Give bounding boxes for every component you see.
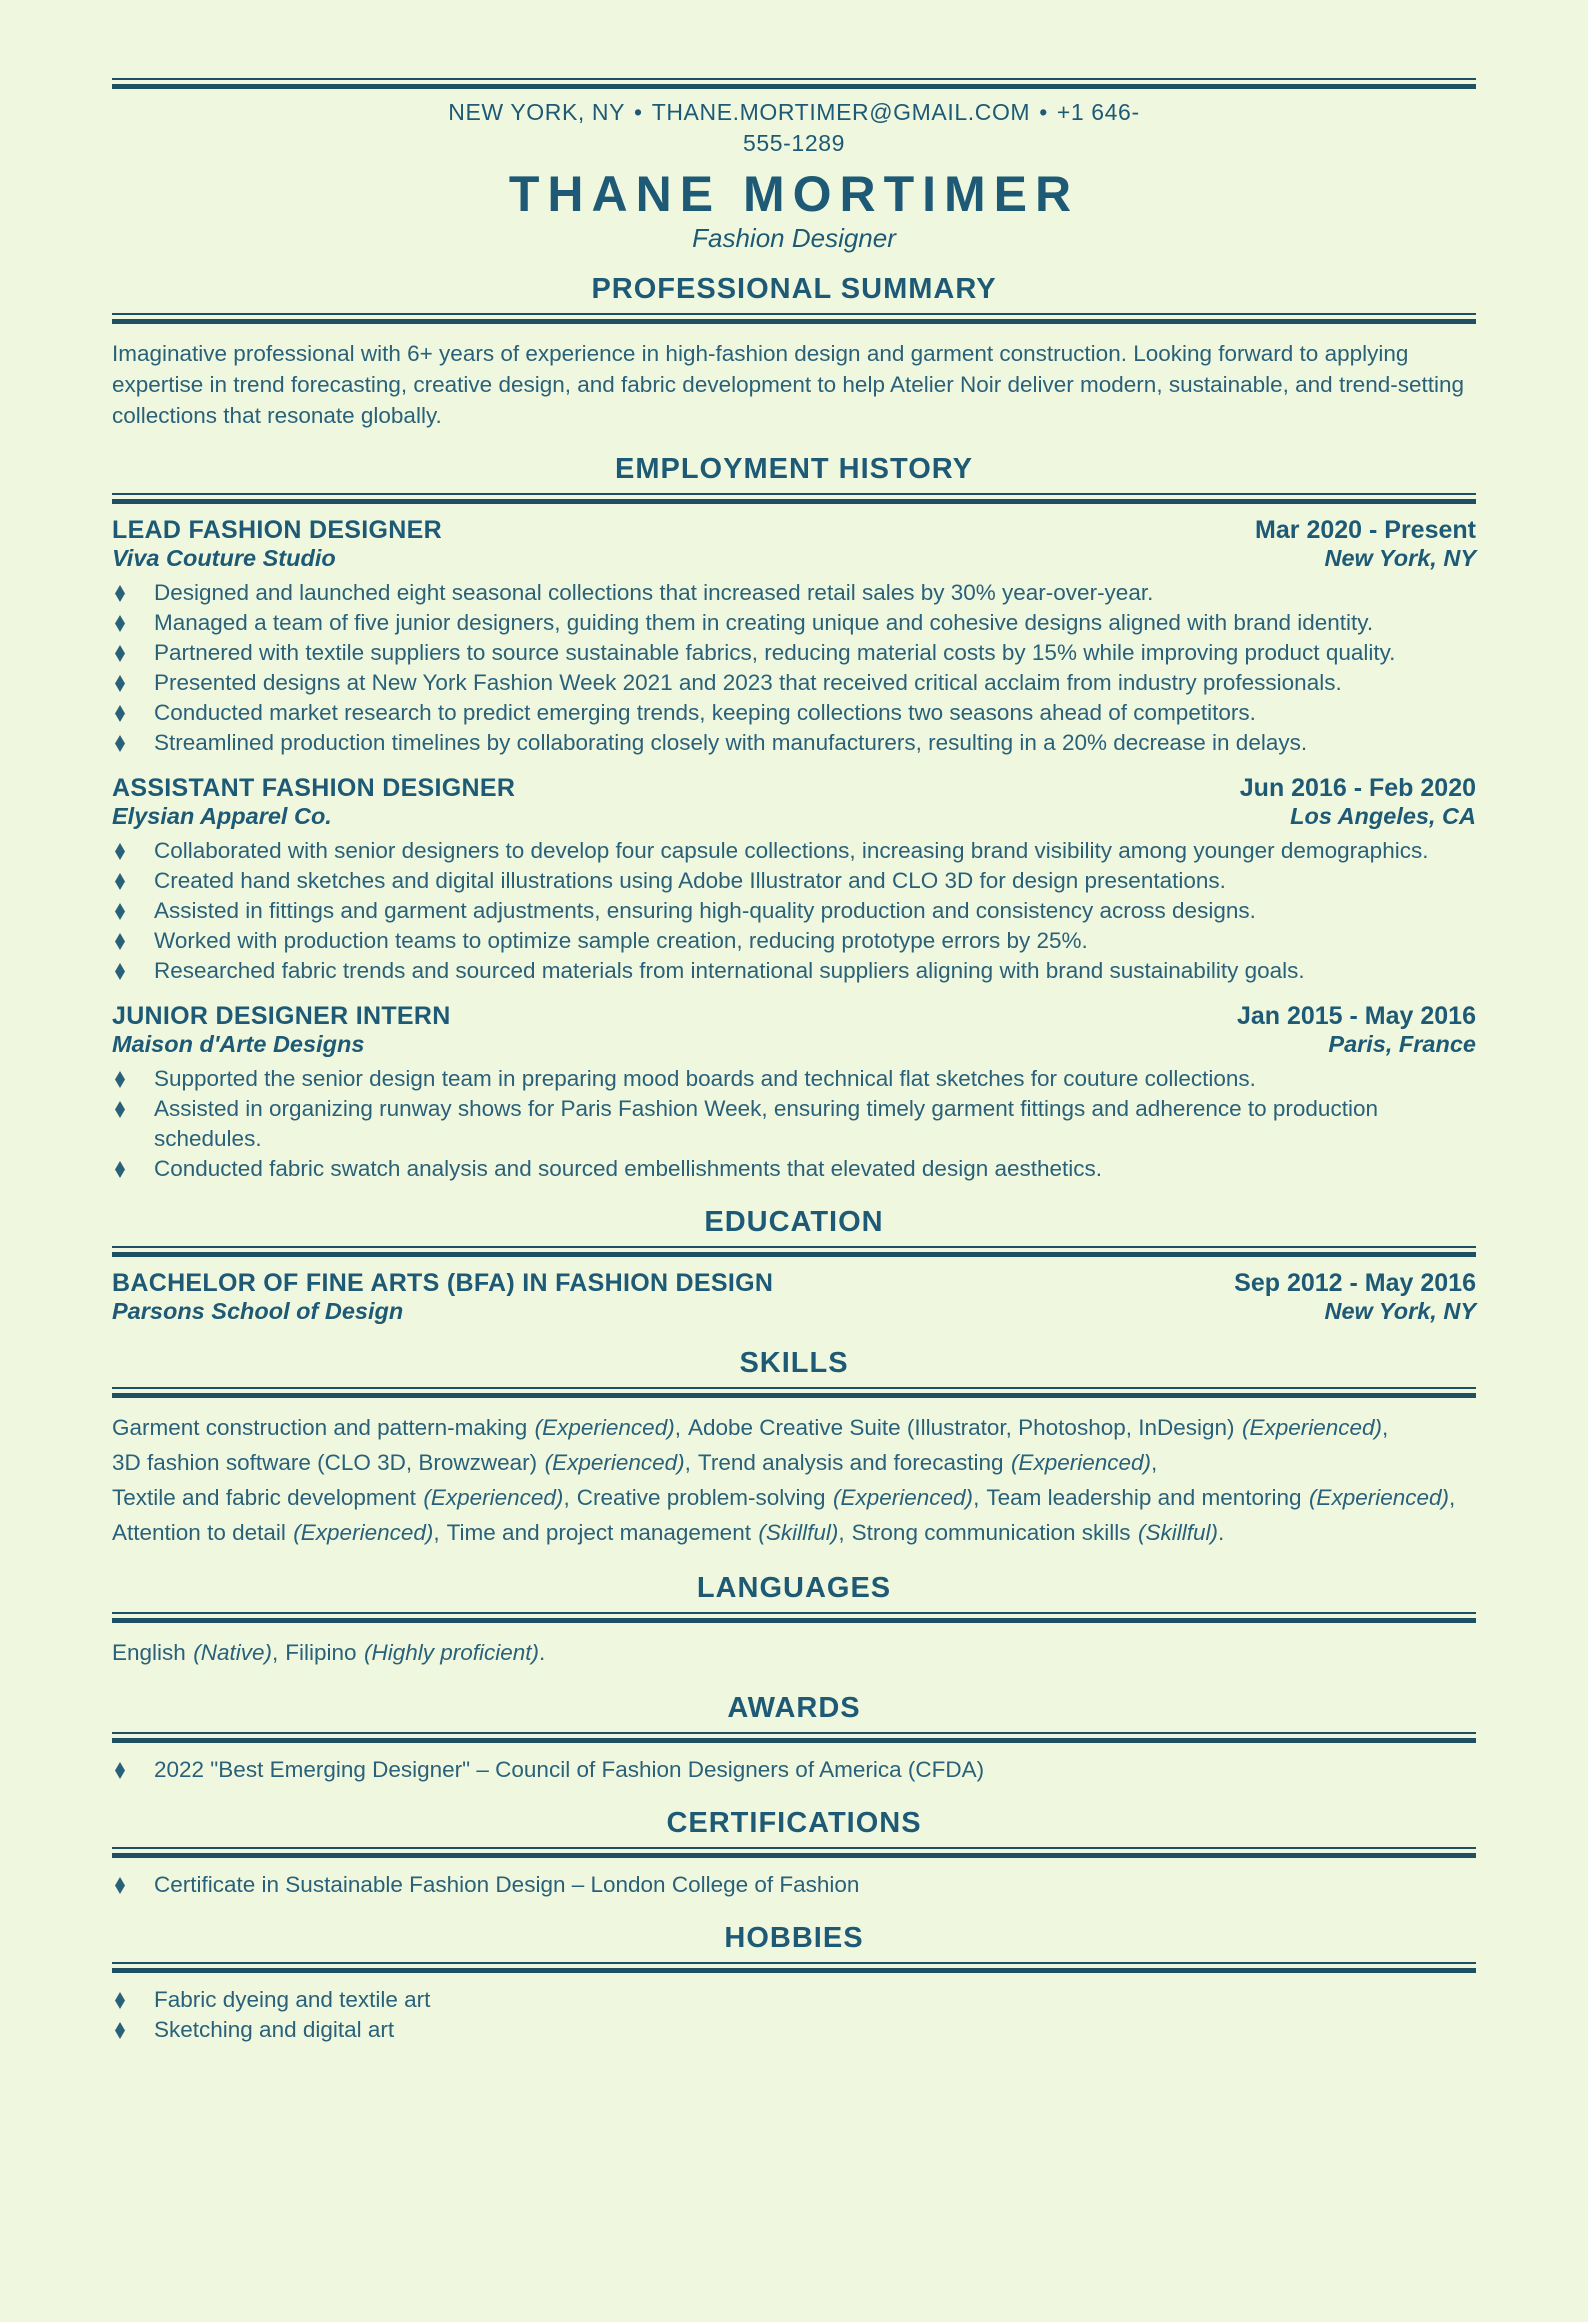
section-divider [112, 1962, 1476, 1973]
diamond-bullet-icon [115, 705, 125, 722]
job-company: Maison d'Arte Designs [112, 1031, 365, 1057]
language-level: (Highly proficient) [363, 1640, 540, 1665]
bullet-text: Conducted market research to predict emerging trends, keeping collections two seasons ahead of competitors. [154, 700, 1256, 725]
skill-item [112, 1445, 691, 1480]
section-certifications [112, 1807, 1476, 1900]
job-title: LEAD FASHION DESIGNER [112, 516, 442, 544]
language-suffix: , [271, 1640, 279, 1665]
bullet-item [112, 836, 1476, 866]
skill-level: (Experienced) [293, 1520, 434, 1545]
job-entry-assistant-fashion-designer [112, 774, 1476, 986]
section-languages [112, 1572, 1476, 1670]
job-entry-junior-designer-intern [112, 1002, 1476, 1184]
section-title-hobbies: HOBBIES [724, 1922, 864, 1954]
section-title-professional-summary: PROFESSIONAL SUMMARY [591, 273, 997, 305]
section-divider [112, 493, 1476, 504]
diamond-bullet-icon [115, 963, 125, 980]
job-company: Elysian Apparel Co. [112, 803, 332, 829]
bullet-item [112, 896, 1476, 926]
language-item [112, 1635, 278, 1670]
skill-item [698, 1445, 1157, 1480]
bullet-text: Created hand sketches and digital illustrations using Adobe Illustrator and CLO 3D for design presentations. [154, 868, 1226, 893]
bullet-item [112, 668, 1476, 698]
skill-suffix: , [1151, 1450, 1158, 1475]
skill-item [986, 1480, 1455, 1515]
bullet-text: Fabric dyeing and textile art [154, 1987, 431, 2012]
job-title-row [112, 1002, 1476, 1030]
bullet-item [112, 956, 1476, 986]
job-location: Los Angeles, CA [1290, 803, 1476, 829]
candidate-role: Fashion Designer [692, 223, 896, 253]
bullet-text: 2022 "Best Emerging Designer" – Council of Fashion Designers of America (CFDA) [154, 1757, 985, 1782]
bullet-text: Sketching and digital art [154, 2017, 395, 2042]
skill-name: Team leadership and mentoring [986, 1485, 1302, 1510]
job-entry-lead-fashion-designer [112, 516, 1476, 758]
skill-name: Strong communication skills [851, 1520, 1131, 1545]
bullet-text: Assisted in organizing runway shows for Paris Fashion Week, ensuring timely garment fittings and adherence to production schedules. [154, 1096, 1378, 1151]
skill-suffix: , [838, 1520, 845, 1545]
bullet-item [112, 866, 1476, 896]
bullet-item [112, 728, 1476, 758]
diamond-bullet-icon [115, 1992, 125, 2009]
skill-name: Adobe Creative Suite (Illustrator, Photoshop, InDesign) [687, 1415, 1235, 1440]
diamond-bullet-icon [115, 1161, 125, 1178]
diamond-bullet-icon [115, 843, 125, 860]
bullet-item [112, 1870, 1476, 1900]
language-name: Filipino [285, 1640, 357, 1665]
skill-level: (Experienced) [832, 1485, 974, 1510]
skill-item [688, 1410, 1388, 1445]
skill-suffix: , [1449, 1485, 1456, 1510]
skill-name: Creative problem-solving [576, 1485, 826, 1510]
section-awards [112, 1692, 1476, 1785]
diamond-bullet-icon [115, 2022, 125, 2039]
diamond-bullet-icon [115, 1101, 125, 1118]
bullet-text: Collaborated with senior designers to develop four capsule collections, increasing brand visibility among younger demographics. [154, 838, 1429, 863]
contact-info [444, 97, 1144, 159]
bullet-text: Supported the senior design team in preparing mood boards and technical flat sketches for couture collections. [154, 1066, 1256, 1091]
bullet-text: Streamlined production timelines by collaborating closely with manufacturers, resulting in a 20% decrease in delays. [154, 730, 1308, 755]
section-title-education: EDUCATION [704, 1206, 884, 1238]
diamond-bullet-icon [115, 933, 125, 950]
skill-item [112, 1515, 440, 1550]
job-dates: Jan 2015 - May 2016 [1236, 1002, 1476, 1030]
section-title-certifications: CERTIFICATIONS [666, 1807, 922, 1839]
language-item [285, 1635, 545, 1670]
skill-name: Garment construction and pattern-making [112, 1415, 528, 1440]
section-employment-history [112, 453, 1476, 1184]
skill-suffix: , [684, 1450, 691, 1475]
skill-name: Textile and fabric development [112, 1485, 416, 1510]
skill-level: (Experienced) [1010, 1450, 1152, 1475]
bullet-item [112, 1755, 1476, 1785]
contact-location: NEW YORK, NY [448, 99, 626, 125]
resume-page [0, 78, 1588, 2322]
skill-name: Time and project management [446, 1520, 751, 1545]
bullet-text: Partnered with textile suppliers to source sustainable fabrics, reducing material costs by 15% while improving product quality. [154, 640, 1396, 665]
diamond-bullet-icon [115, 903, 125, 920]
diamond-bullet-icon [115, 645, 125, 662]
skill-level: (Experienced) [1308, 1485, 1450, 1510]
awards-list [112, 1755, 1476, 1785]
skill-item [852, 1515, 1225, 1550]
job-dates: Jun 2016 - Feb 2020 [1239, 774, 1476, 802]
section-title-languages: LANGUAGES [696, 1572, 892, 1604]
skill-level: (Experienced) [534, 1415, 675, 1440]
hobbies-list [112, 1985, 1476, 2045]
language-name: English [112, 1640, 186, 1665]
section-professional-summary [112, 273, 1476, 431]
bullet-text: Certificate in Sustainable Fashion Design – London College of Fashion [154, 1872, 860, 1897]
section-title-skills: SKILLS [739, 1347, 849, 1379]
job-company-row [112, 544, 1476, 572]
section-divider [112, 1387, 1476, 1398]
bullet-item [112, 608, 1476, 638]
diamond-bullet-icon [115, 1762, 125, 1779]
skill-level: (Skillful) [1137, 1520, 1218, 1545]
section-hobbies [112, 1922, 1476, 2045]
bullet-text: Presented designs at New York Fashion Week 2021 and 2023 that received critical acclaim from industry professionals. [154, 670, 1342, 695]
job-bullet-list [112, 1064, 1476, 1184]
bullet-item [112, 2015, 1476, 2045]
job-title-row [112, 774, 1476, 802]
diamond-bullet-icon [115, 873, 125, 890]
education-dates: Sep 2012 - May 2016 [1234, 1269, 1476, 1297]
skill-level: (Skillful) [758, 1520, 839, 1545]
skill-suffix: , [674, 1415, 681, 1440]
bullet-item [112, 1094, 1476, 1154]
skill-name: Trend analysis and forecasting [697, 1450, 1004, 1475]
languages-list [112, 1635, 1476, 1670]
bullet-item [112, 698, 1476, 728]
section-divider [112, 1847, 1476, 1858]
skill-level: (Experienced) [544, 1450, 685, 1475]
diamond-bullet-icon [115, 615, 125, 632]
bullet-text: Conducted fabric swatch analysis and sourced embellishments that elevated design aesthetics. [154, 1156, 1103, 1181]
job-company-row [112, 1030, 1476, 1058]
section-divider [112, 1732, 1476, 1743]
contact-separator: • [1039, 99, 1048, 125]
section-title-awards: AWARDS [727, 1692, 861, 1724]
skill-item [447, 1515, 845, 1550]
job-bullet-list [112, 578, 1476, 758]
job-bullet-list [112, 836, 1476, 986]
skill-suffix: , [973, 1485, 980, 1510]
education-school-row [112, 1297, 1476, 1325]
diamond-bullet-icon [115, 1877, 125, 1894]
diamond-bullet-icon [115, 585, 125, 602]
job-company: Viva Couture Studio [112, 545, 336, 571]
education-entry [112, 1269, 1476, 1325]
education-school: Parsons School of Design [112, 1298, 404, 1324]
bullet-text: Assisted in fittings and garment adjustments, ensuring high-quality production and consistency across designs. [154, 898, 1256, 923]
contact-phone: +1 646-555-1289 [743, 99, 1140, 156]
job-title: JUNIOR DESIGNER INTERN [112, 1002, 451, 1030]
section-education [112, 1206, 1476, 1325]
job-dates: Mar 2020 - Present [1255, 516, 1476, 544]
diamond-bullet-icon [115, 675, 125, 692]
job-location: Paris, France [1328, 1031, 1476, 1057]
bullet-item [112, 1985, 1476, 2015]
section-divider [112, 1612, 1476, 1623]
skill-item [112, 1410, 681, 1445]
summary-text: Imaginative professional with 6+ years of experience in high-fashion design and garment construction. Looking forward to applying expertise in trend forecasting, creative design, and fabric development to help Atelier Noir deliver modern, sustainable, and trend-setting collections that resonate globally. [112, 341, 1465, 428]
bullet-item [112, 1064, 1476, 1094]
top-divider [112, 78, 1476, 89]
job-title-row [112, 516, 1476, 544]
skills-list [112, 1410, 1476, 1550]
bullet-item [112, 578, 1476, 608]
education-location: New York, NY [1324, 1298, 1476, 1324]
skill-level: (Experienced) [423, 1485, 564, 1510]
diamond-bullet-icon [115, 1071, 125, 1088]
bullet-text: Worked with production teams to optimize sample creation, reducing prototype errors by 25%. [154, 928, 1088, 953]
education-degree-row [112, 1269, 1476, 1297]
section-skills [112, 1347, 1476, 1550]
language-level: (Native) [193, 1640, 272, 1665]
skill-name: 3D fashion software (CLO 3D, Browzwear) [112, 1450, 538, 1475]
certifications-list [112, 1870, 1476, 1900]
language-suffix: . [539, 1640, 546, 1665]
diamond-bullet-icon [115, 735, 125, 752]
skill-suffix: . [1217, 1520, 1225, 1545]
section-divider [112, 1246, 1476, 1257]
contact-email: THANE.MORTIMER@GMAIL.COM [651, 99, 1031, 125]
skill-item [577, 1480, 980, 1515]
skill-suffix: , [563, 1485, 570, 1510]
bullet-text: Managed a team of five junior designers, guiding them in creating unique and cohesive designs aligned with brand identity. [154, 610, 1374, 635]
bullet-item [112, 638, 1476, 668]
skill-name: Attention to detail [112, 1520, 286, 1545]
skill-item [112, 1480, 570, 1515]
candidate-name: THANE MORTIMER [508, 166, 1080, 222]
bullet-item [112, 1154, 1476, 1184]
skill-suffix: , [433, 1520, 440, 1545]
education-degree: BACHELOR OF FINE ARTS (BFA) IN FASHION DESIGN [112, 1269, 774, 1297]
bullet-item [112, 926, 1476, 956]
skill-suffix: , [1382, 1415, 1389, 1440]
job-title: ASSISTANT FASHION DESIGNER [112, 774, 516, 802]
section-title-employment-history: EMPLOYMENT HISTORY [615, 453, 973, 485]
section-divider [112, 313, 1476, 324]
job-company-row [112, 802, 1476, 830]
bullet-text: Researched fabric trends and sourced materials from international suppliers aligning with brand sustainability goals. [154, 958, 1305, 983]
bullet-text: Designed and launched eight seasonal collections that increased retail sales by 30% year-over-year. [154, 580, 1154, 605]
contact-separator: • [634, 99, 643, 125]
job-location: New York, NY [1324, 545, 1476, 571]
skill-level: (Experienced) [1241, 1415, 1383, 1440]
